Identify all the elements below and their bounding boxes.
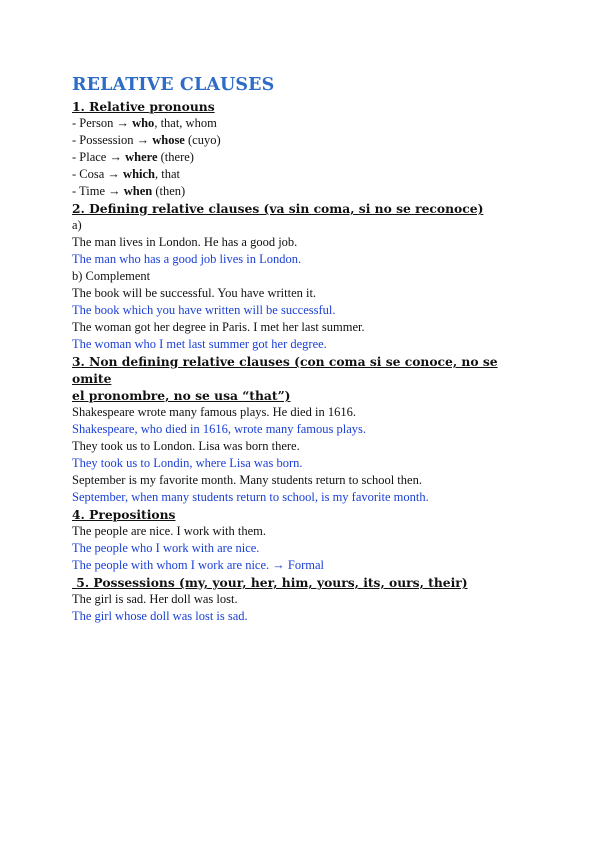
example-sentence: Shakespeare wrote many famous plays. He died in 1616.: [72, 405, 356, 419]
example-answer: The man who has a good job lives in London.: [72, 252, 302, 266]
pronoun-key: when: [123, 184, 153, 198]
example-sentence: September is my favorite month. Many students return to school then.: [72, 473, 422, 487]
example-answer: Shakespeare, who died in 1616, wrote many famous plays.: [72, 422, 367, 436]
example-sentence: The people are nice. I work with them.: [72, 524, 267, 538]
pronoun-key: whose: [152, 133, 185, 147]
document-content: [72, 74, 532, 625]
pronoun-alternatives: (then): [152, 184, 186, 198]
page-title: RELATIVE CLAUSES: [72, 75, 275, 95]
section-3-heading-line-2: el pronombre, no se usa “that”): [72, 388, 291, 403]
pronoun-label: - Person →: [72, 116, 133, 130]
pronoun-item-possession: [72, 132, 532, 149]
example-answer: The book which you have written will be successful.: [72, 303, 336, 317]
section-4-heading: 4. Prepositions: [72, 507, 176, 522]
example-answer: They took us to Londin, where Lisa was born.: [72, 456, 303, 470]
section-5-heading: 5. Possessions (my, your, her, him, yours, its, ours, their): [72, 575, 468, 590]
pronoun-item-thing: [72, 166, 532, 183]
pronoun-key: which: [123, 167, 155, 181]
pronoun-label: - Place →: [72, 150, 126, 164]
pronoun-item-time: [72, 183, 532, 200]
example-answer: September, when many students return to school, is my favorite month.: [72, 490, 429, 504]
subsection-a-label: a): [72, 218, 82, 232]
example-answer: The woman who I met last summer got her degree.: [72, 337, 327, 351]
pronoun-alternatives: , that: [155, 167, 180, 181]
pronoun-item-person: [72, 115, 532, 132]
example-answer: The people who I work with are nice.: [72, 541, 260, 555]
example-sentence: The girl is sad. Her doll was lost.: [72, 592, 238, 606]
example-sentence: The book will be successful. You have written it.: [72, 286, 317, 300]
pronoun-alternatives: (there): [157, 150, 194, 164]
pronoun-label: - Time →: [72, 184, 124, 198]
pronoun-alternatives: , that, whom: [154, 116, 217, 130]
example-sentence: The woman got her degree in Paris. I met her last summer.: [72, 320, 365, 334]
pronoun-label: - Possession →: [72, 133, 153, 147]
example-sentence: They took us to London. Lisa was born there.: [72, 439, 300, 453]
subsection-b-label: b) Complement: [72, 269, 151, 283]
pronoun-alternatives: (cuyo): [184, 133, 221, 147]
section-1-heading: 1. Relative pronouns: [72, 99, 215, 114]
pronoun-key: where: [125, 150, 158, 164]
example-sentence: The man lives in London. He has a good job.: [72, 235, 298, 249]
section-3-heading-line-1: 3. Non defining relative clauses (con coma si se conoce, no se omite: [72, 354, 498, 386]
pronoun-item-place: [72, 149, 532, 166]
pronoun-label: - Cosa →: [72, 167, 124, 181]
section-2-heading: 2. Defining relative clauses (va sin coma, si no se reconoce): [72, 201, 484, 216]
example-answer: The people with whom I work are nice. → Formal: [72, 558, 325, 572]
pronoun-key: who: [132, 116, 155, 130]
example-answer: The girl whose doll was lost is sad.: [72, 609, 248, 623]
